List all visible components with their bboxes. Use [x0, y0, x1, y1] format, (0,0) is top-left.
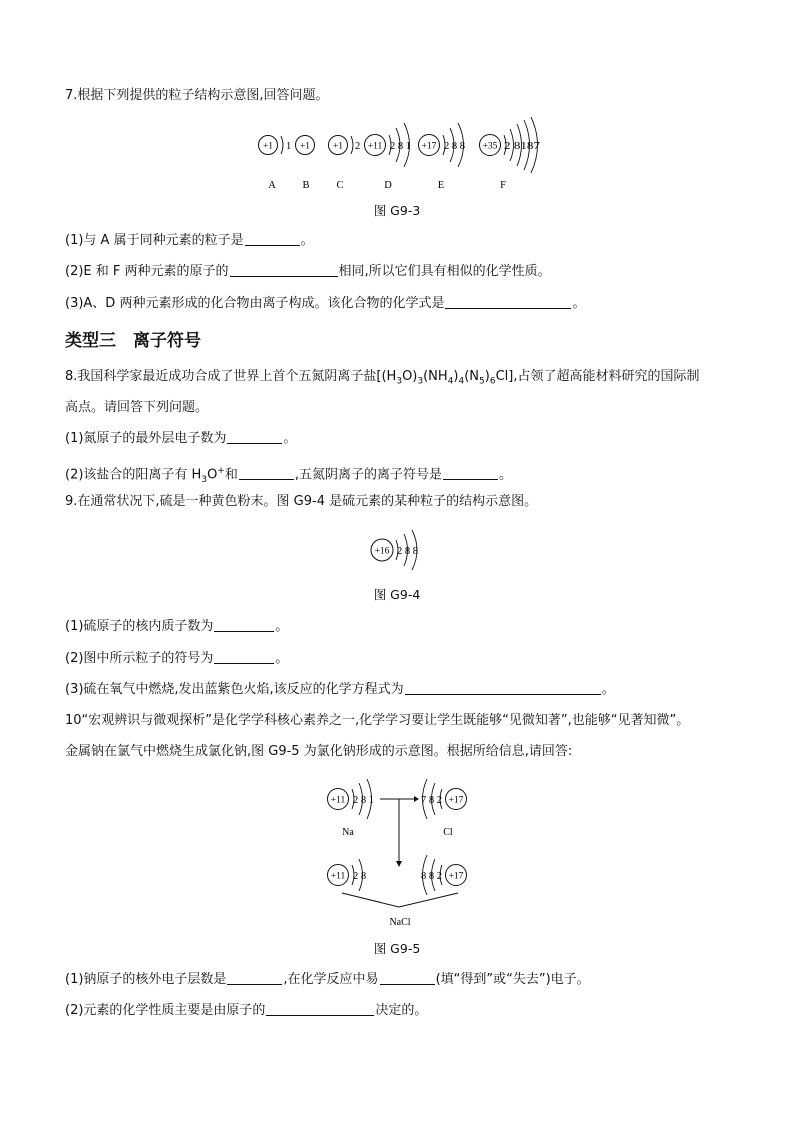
sodium-label: Na: [342, 827, 354, 838]
atom-f-electrons: 2 8187: [504, 141, 540, 152]
chlorine-atom-diagram: [421, 779, 467, 838]
q10-part1: (1)钠原子的核外电子层数是 ,在化学反应中易 (填“得到”或“失去”)电子。: [65, 972, 590, 987]
atom-e-electrons: 2 8 8: [444, 141, 465, 152]
sodium-ion-electrons: 2 8: [353, 871, 367, 882]
sodium-ion-nucleus: +11: [330, 871, 346, 882]
figure-g9-3-caption: 图 G9-3: [373, 203, 421, 218]
figure-g9-5-caption: 图 G9-5: [373, 941, 421, 956]
answer-blank[interactable]: [266, 1001, 374, 1016]
atom-a-electrons: 1: [286, 141, 292, 152]
answer-blank[interactable]: [227, 429, 282, 444]
sodium-electrons: 2 8 1: [353, 795, 374, 806]
chloride-ion-nucleus: +17: [448, 871, 464, 882]
atom-e-nucleus: +17: [421, 141, 437, 152]
atom-c-nucleus: +1: [332, 141, 344, 152]
sulfur-nucleus: +16: [374, 546, 390, 557]
chlorine-electrons: 7 8 2: [421, 795, 442, 806]
chloride-ion-electrons: 8 8 2: [421, 871, 442, 882]
sodium-nucleus: +11: [330, 795, 346, 806]
atom-b-nucleus: +1: [299, 141, 311, 152]
q9-stem: 9.在通常状况下,硫是一种黄色粉末。图 G9-4 是硫元素的某种粒子的结构示意图。: [65, 494, 538, 509]
sodium-ion-diagram: [328, 859, 367, 891]
q10-stem-cont: 金属钠在氯气中燃烧生成氯化钠,图 G9-5 为氯化钠形成的示意图。根据所给信息,请回答:: [65, 744, 573, 759]
atom-e-diagram: [419, 123, 466, 191]
atom-b-diagram: [296, 136, 315, 192]
q7-stem: 7.根据下列提供的粒子结构示意图,回答问题。: [65, 88, 329, 103]
atom-e-label: E: [437, 180, 445, 191]
q7-part1: (1)与 A 属于同种元素的粒子是 。: [65, 233, 314, 248]
chlorine-nucleus: +17: [448, 795, 464, 806]
sulfur-particle-diagram: [360, 528, 435, 576]
q9-part3: (3)硫在氧气中燃烧,发出蓝紫色火焰,该反应的化学方程式为 。: [65, 682, 615, 697]
atom-a-diagram: [259, 136, 292, 192]
figure-g9-4-caption: 图 G9-4: [373, 587, 421, 602]
q8-stem-cont: 高点。请回答下列问题。: [65, 400, 209, 415]
atom-b-label: B: [302, 180, 310, 191]
answer-blank[interactable]: [405, 680, 601, 695]
chlorine-label: Cl: [443, 827, 453, 838]
q8-part2: (2)该盐合的阳离子有 $H_3O^+$和 ,五氮阴离子的离子符号是 。: [65, 466, 513, 485]
atom-c-label: C: [336, 180, 344, 191]
atom-d-nucleus: +11: [367, 141, 383, 152]
q8-stem: 8.我国科学家最近成功合成了世界上首个五氮阴离子盐$[(H_3O)_3(NH_4)_4(N_5)_6Cl]$,占领了超高能材料研究的国际制: [65, 369, 700, 387]
chloride-ion-diagram: [421, 855, 467, 895]
answer-blank[interactable]: [227, 970, 282, 985]
q7-part2: (2)E 和 F 两种元素的原子的 相同,所以它们具有相似的化学性质。: [65, 264, 551, 279]
atom-f-nucleus: +35: [482, 141, 498, 152]
q9-part1: (1)硫原子的核内质子数为 。: [65, 619, 289, 634]
nacl-formation-diagram: [318, 775, 478, 935]
q10-stem: 10“宏观辨识与微观探析”是化学学科核心素养之一,化学学习要让学生既能够“见微知著”,也能够“见著知微”。: [65, 713, 690, 728]
atom-a-nucleus: +1: [262, 141, 274, 152]
q7-part3: (3)A、D 两种元素形成的化合物由离子构成。该化合物的化学式是 。: [65, 296, 586, 311]
answer-blank[interactable]: [380, 970, 435, 985]
atom-d-electrons: 2 8 1: [390, 141, 411, 152]
atom-d-diagram: [365, 123, 412, 191]
answer-blank[interactable]: [230, 262, 338, 277]
answer-blank[interactable]: [214, 617, 274, 632]
atom-a-label: A: [268, 180, 276, 191]
atom-f-label: F: [500, 180, 506, 191]
q10-part2: (2)元素的化学性质主要是由原子的 决定的。: [65, 1003, 428, 1018]
nacl-label: NaCl: [389, 917, 411, 928]
q9-part2: (2)图中所示粒子的符号为 。: [65, 651, 289, 666]
q7-particle-diagrams: [250, 115, 550, 200]
section-heading: 类型三 离子符号: [65, 331, 201, 351]
atom-d-label: D: [384, 180, 392, 191]
q8-part1: (1)氮原子的最外层电子数为 。: [65, 431, 297, 446]
product-bracket: [342, 893, 458, 907]
atom-c-electrons: 2: [355, 141, 361, 152]
answer-blank[interactable]: [443, 465, 498, 480]
answer-blank[interactable]: [445, 294, 571, 309]
answer-blank[interactable]: [214, 649, 274, 664]
atom-c-diagram: [329, 136, 361, 192]
sodium-atom-diagram: [328, 779, 375, 838]
answer-blank[interactable]: [245, 231, 300, 246]
atom-f-diagram: [480, 117, 541, 191]
answer-blank[interactable]: [239, 465, 294, 480]
sulfur-electrons: 2 8 8: [397, 546, 418, 557]
